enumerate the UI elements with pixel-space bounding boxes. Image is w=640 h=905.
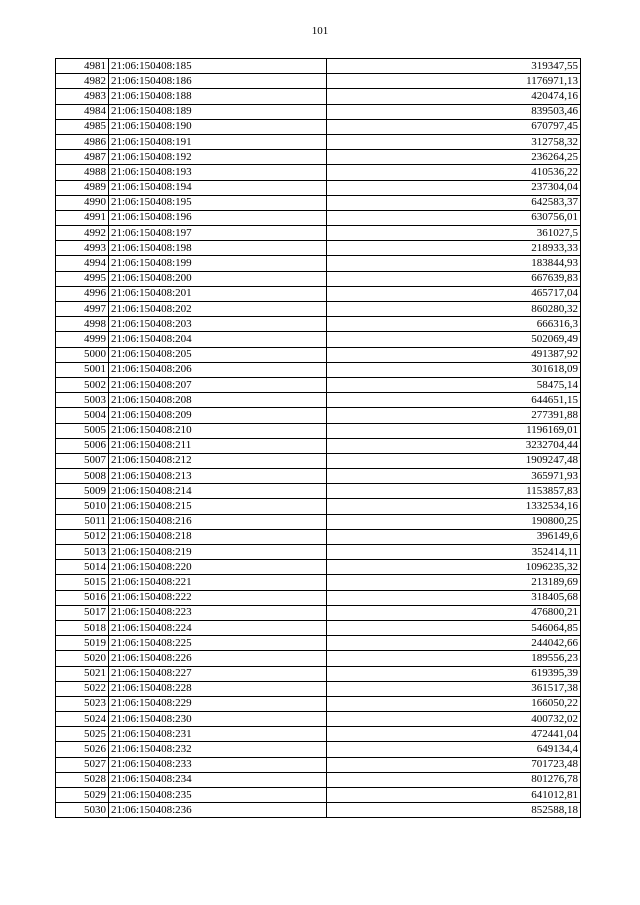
table-row [56,74,581,89]
row-number-cell: 4992 [56,226,109,241]
value-cell: 218933,33 [327,241,581,256]
row-number-cell: 5017 [56,605,109,620]
row-number-cell: 5020 [56,651,109,666]
value-cell: 410536,22 [327,165,581,180]
table-row [56,666,581,681]
value-cell: 491387,92 [327,347,581,362]
table-body [56,59,581,818]
table-row [56,620,581,635]
table-row [56,393,581,408]
table-row [56,119,581,134]
cadastral-number-cell: 21:06:150408:225 [109,636,327,651]
value-cell: 237304,04 [327,180,581,195]
value-cell: 1096235,32 [327,560,581,575]
value-cell: 546064,85 [327,620,581,635]
table-row [56,180,581,195]
table-row [56,332,581,347]
cadastral-number-cell: 21:06:150408:235 [109,788,327,803]
table-row [56,423,581,438]
row-number-cell: 4989 [56,180,109,195]
cadastral-number-cell: 21:06:150408:234 [109,772,327,787]
cadastral-number-cell: 21:06:150408:230 [109,712,327,727]
cadastral-number-cell: 21:06:150408:218 [109,529,327,544]
value-cell: 649134,4 [327,742,581,757]
table-row [56,529,581,544]
cadastral-number-cell: 21:06:150408:219 [109,545,327,560]
row-number-cell: 4995 [56,271,109,286]
table-row [56,104,581,119]
cadastral-number-cell: 21:06:150408:201 [109,286,327,301]
table-row [56,438,581,453]
cadastral-number-cell: 21:06:150408:222 [109,590,327,605]
value-cell: 801276,78 [327,772,581,787]
row-number-cell: 5003 [56,393,109,408]
table-row [56,195,581,210]
value-cell: 277391,88 [327,408,581,423]
cadastral-number-cell: 21:06:150408:185 [109,59,327,74]
row-number-cell: 4988 [56,165,109,180]
table-row [56,89,581,104]
row-number-cell: 4983 [56,89,109,104]
row-number-cell: 5023 [56,696,109,711]
table-row [56,803,581,818]
row-number-cell: 5025 [56,727,109,742]
row-number-cell: 4981 [56,59,109,74]
value-cell: 166050,22 [327,696,581,711]
cadastral-number-cell: 21:06:150408:194 [109,180,327,195]
row-number-cell: 5027 [56,757,109,772]
row-number-cell: 4994 [56,256,109,271]
table-row [56,499,581,514]
value-cell: 213189,69 [327,575,581,590]
row-number-cell: 4984 [56,104,109,119]
value-cell: 58475,14 [327,377,581,392]
cadastral-value-table [55,58,581,818]
row-number-cell: 4990 [56,195,109,210]
row-number-cell: 5024 [56,712,109,727]
cadastral-number-cell: 21:06:150408:211 [109,438,327,453]
value-cell: 365971,93 [327,469,581,484]
table-row [56,150,581,165]
row-number-cell: 4982 [56,74,109,89]
row-number-cell: 5018 [56,620,109,635]
table-row [56,545,581,560]
cadastral-number-cell: 21:06:150408:232 [109,742,327,757]
value-cell: 472441,04 [327,727,581,742]
cadastral-number-cell: 21:06:150408:200 [109,271,327,286]
table-row [56,59,581,74]
value-cell: 244042,66 [327,636,581,651]
table-row [56,772,581,787]
value-cell: 641012,81 [327,788,581,803]
row-number-cell: 5001 [56,362,109,377]
cadastral-number-cell: 21:06:150408:216 [109,514,327,529]
value-cell: 236264,25 [327,150,581,165]
table-row [56,469,581,484]
row-number-cell: 5029 [56,788,109,803]
table-row [56,484,581,499]
cadastral-number-cell: 21:06:150408:221 [109,575,327,590]
table-row [56,575,581,590]
value-cell: 1196169,01 [327,423,581,438]
cadastral-number-cell: 21:06:150408:231 [109,727,327,742]
row-number-cell: 4991 [56,210,109,225]
cadastral-number-cell: 21:06:150408:191 [109,134,327,149]
table-row [56,377,581,392]
cadastral-number-cell: 21:06:150408:186 [109,74,327,89]
row-number-cell: 5019 [56,636,109,651]
cadastral-number-cell: 21:06:150408:212 [109,453,327,468]
value-cell: 670797,45 [327,119,581,134]
cadastral-number-cell: 21:06:150408:203 [109,317,327,332]
row-number-cell: 5008 [56,469,109,484]
row-number-cell: 5015 [56,575,109,590]
row-number-cell: 4999 [56,332,109,347]
table-row [56,408,581,423]
table-row [56,226,581,241]
cadastral-number-cell: 21:06:150408:192 [109,150,327,165]
cadastral-number-cell: 21:06:150408:195 [109,195,327,210]
cadastral-number-cell: 21:06:150408:190 [109,119,327,134]
cadastral-number-cell: 21:06:150408:213 [109,469,327,484]
table-row [56,210,581,225]
table-row [56,256,581,271]
cadastral-number-cell: 21:06:150408:226 [109,651,327,666]
table-row [56,636,581,651]
table-row [56,165,581,180]
value-cell: 1153857,83 [327,484,581,499]
value-cell: 3232704,44 [327,438,581,453]
cadastral-number-cell: 21:06:150408:189 [109,104,327,119]
value-cell: 400732,02 [327,712,581,727]
cadastral-number-cell: 21:06:150408:205 [109,347,327,362]
table-row [56,271,581,286]
table-row [56,514,581,529]
value-cell: 183844,93 [327,256,581,271]
table-row [56,453,581,468]
value-cell: 361517,38 [327,681,581,696]
table-row [56,727,581,742]
value-cell: 852588,18 [327,803,581,818]
table-row [56,712,581,727]
value-cell: 301618,09 [327,362,581,377]
value-cell: 502069,49 [327,332,581,347]
value-cell: 1909247,48 [327,453,581,468]
value-cell: 318405,68 [327,590,581,605]
row-number-cell: 5028 [56,772,109,787]
row-number-cell: 5013 [56,545,109,560]
cadastral-number-cell: 21:06:150408:207 [109,377,327,392]
cadastral-number-cell: 21:06:150408:210 [109,423,327,438]
table-row [56,134,581,149]
row-number-cell: 5021 [56,666,109,681]
cadastral-number-cell: 21:06:150408:229 [109,696,327,711]
cadastral-number-cell: 21:06:150408:204 [109,332,327,347]
page-number: 101 [311,25,329,37]
table-row [56,302,581,317]
row-number-cell: 4985 [56,119,109,134]
value-cell: 361027,5 [327,226,581,241]
table-row [56,788,581,803]
cadastral-number-cell: 21:06:150408:215 [109,499,327,514]
table-row [56,560,581,575]
table-row [56,757,581,772]
cadastral-number-cell: 21:06:150408:224 [109,620,327,635]
value-cell: 642583,37 [327,195,581,210]
cadastral-number-cell: 21:06:150408:193 [109,165,327,180]
table-row [56,241,581,256]
row-number-cell: 4997 [56,302,109,317]
value-cell: 319347,55 [327,59,581,74]
row-number-cell: 5006 [56,438,109,453]
value-cell: 420474,16 [327,89,581,104]
cadastral-number-cell: 21:06:150408:196 [109,210,327,225]
row-number-cell: 5009 [56,484,109,499]
value-cell: 1332534,16 [327,499,581,514]
row-number-cell: 5026 [56,742,109,757]
value-cell: 860280,32 [327,302,581,317]
value-cell: 701723,48 [327,757,581,772]
row-number-cell: 5000 [56,347,109,362]
table-row [56,605,581,620]
row-number-cell: 4996 [56,286,109,301]
cadastral-number-cell: 21:06:150408:206 [109,362,327,377]
cadastral-number-cell: 21:06:150408:214 [109,484,327,499]
value-cell: 476800,21 [327,605,581,620]
value-cell: 189556,23 [327,651,581,666]
cadastral-number-cell: 21:06:150408:199 [109,256,327,271]
cadastral-number-cell: 21:06:150408:208 [109,393,327,408]
cadastral-number-cell: 21:06:150408:236 [109,803,327,818]
table-row [56,347,581,362]
value-cell: 644651,15 [327,393,581,408]
row-number-cell: 5007 [56,453,109,468]
row-number-cell: 5030 [56,803,109,818]
value-cell: 396149,6 [327,529,581,544]
row-number-cell: 5011 [56,514,109,529]
value-cell: 666316,3 [327,317,581,332]
row-number-cell: 5022 [56,681,109,696]
table-row [56,681,581,696]
table-row [56,590,581,605]
row-number-cell: 5012 [56,529,109,544]
cadastral-number-cell: 21:06:150408:223 [109,605,327,620]
value-cell: 1176971,13 [327,74,581,89]
row-number-cell: 5004 [56,408,109,423]
cadastral-number-cell: 21:06:150408:188 [109,89,327,104]
cadastral-number-cell: 21:06:150408:228 [109,681,327,696]
row-number-cell: 5010 [56,499,109,514]
value-cell: 667639,83 [327,271,581,286]
table-row [56,286,581,301]
cadastral-number-cell: 21:06:150408:233 [109,757,327,772]
value-cell: 352414,11 [327,545,581,560]
row-number-cell: 4986 [56,134,109,149]
row-number-cell: 5016 [56,590,109,605]
table-row [56,696,581,711]
value-cell: 312758,32 [327,134,581,149]
table-row [56,651,581,666]
table-row [56,317,581,332]
table-row [56,362,581,377]
value-cell: 465717,04 [327,286,581,301]
value-cell: 839503,46 [327,104,581,119]
cadastral-number-cell: 21:06:150408:227 [109,666,327,681]
row-number-cell: 4987 [56,150,109,165]
value-cell: 190800,25 [327,514,581,529]
cadastral-number-cell: 21:06:150408:209 [109,408,327,423]
row-number-cell: 5014 [56,560,109,575]
row-number-cell: 5005 [56,423,109,438]
row-number-cell: 5002 [56,377,109,392]
row-number-cell: 4998 [56,317,109,332]
cadastral-number-cell: 21:06:150408:220 [109,560,327,575]
value-cell: 630756,01 [327,210,581,225]
value-cell: 619395,39 [327,666,581,681]
row-number-cell: 4993 [56,241,109,256]
cadastral-number-cell: 21:06:150408:198 [109,241,327,256]
table-row [56,742,581,757]
cadastral-number-cell: 21:06:150408:202 [109,302,327,317]
cadastral-number-cell: 21:06:150408:197 [109,226,327,241]
